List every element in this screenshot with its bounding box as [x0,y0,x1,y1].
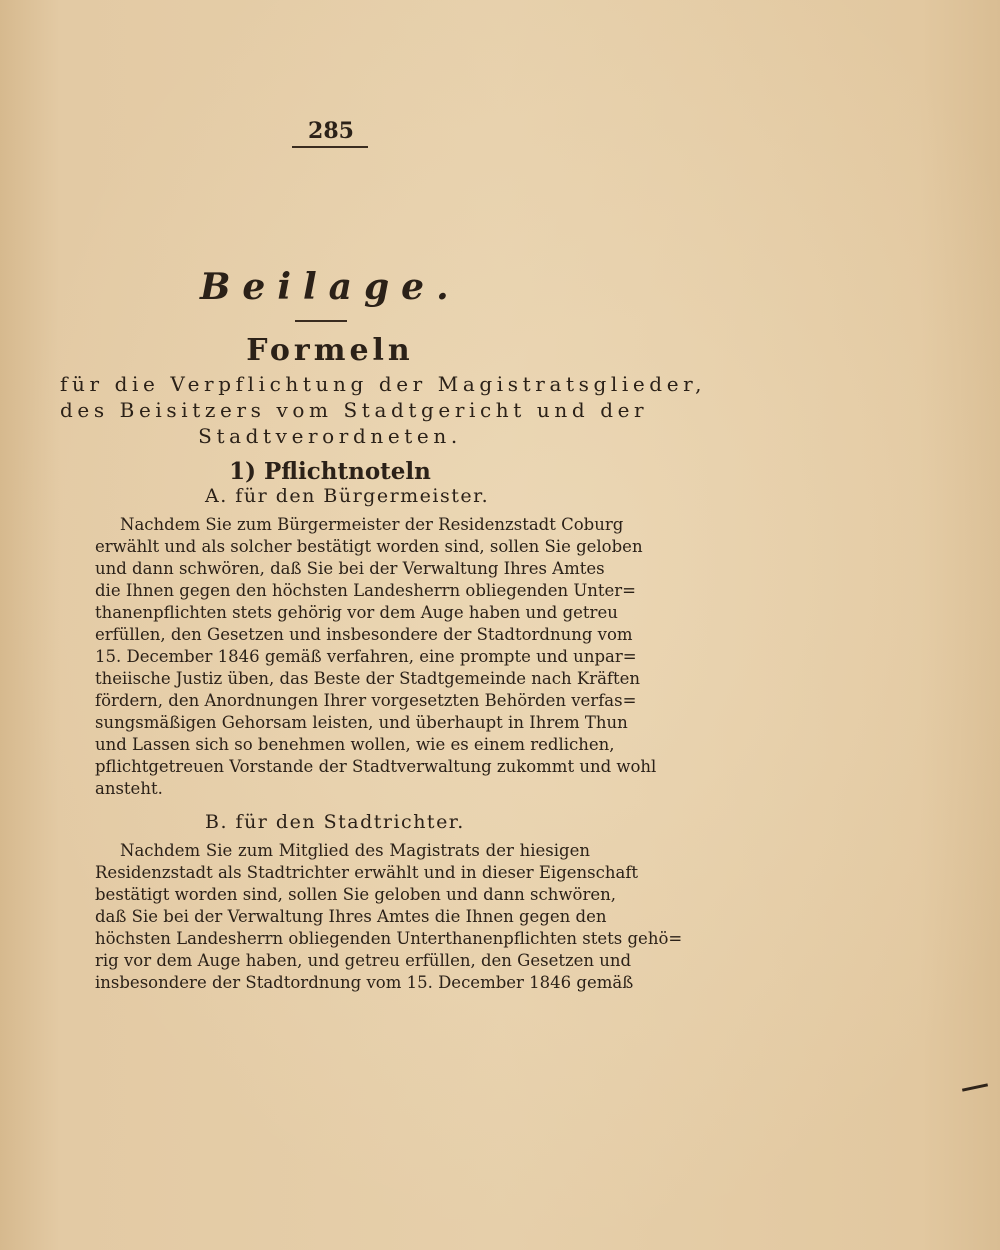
formeln-title: Formeln [246,333,414,368]
part-b-line: Nachdem Sie zum Mitglied des Magistrats der hiesigen [120,841,590,860]
part-a-line: sungsmäßigen Gehorsam leisten, und überhaupt in Ihrem Thun [95,713,628,732]
page-edge-mark [962,1083,988,1091]
subtitle-line-2: des Beisitzers vom Stadtgericht und der [60,398,649,422]
part-a-line: theiische Justiz üben, das Beste der Stadtgemeinde nach Kräften [95,669,641,688]
part-a-line: thanenpflichten stets gehörig vor dem Auge haben und getreu [95,603,618,622]
appendix-title: Beilage. [200,266,461,308]
part-a-line: erfüllen, den Gesetzen und insbesondere der Stadtordnung vom [95,625,633,644]
title-divider [295,320,347,322]
part-a-line: erwählt und als solcher bestätigt worden sind, sollen Sie geloben [95,537,643,556]
part-b-line: rig vor dem Auge haben, und getreu erfüllen, den Gesetzen und [95,951,632,970]
part-b-line: daß Sie bei der Verwaltung Ihres Amtes die Ihnen gegen den [95,907,607,926]
part-a-line: ansteht. [95,779,163,798]
part-b-line: höchsten Landesherrn obliegenden Unterthanenpflichten stets gehö= [95,929,683,948]
part-a-line: fördern, den Anordnungen Ihrer vorgesetzten Behörden verfas= [95,691,637,710]
part-a-line: Nachdem Sie zum Bürgermeister der Residenzstadt Coburg [120,515,624,534]
section-heading: 1) Pflichtnoteln [229,458,431,485]
part-a-line: und dann schwören, daß Sie bei der Verwaltung Ihres Amtes [95,559,605,578]
part-a-line: 15. December 1846 gemäß verfahren, eine prompte und unpar= [95,647,637,666]
part-b-line: insbesondere der Stadtordnung vom 15. December 1846 gemäß [95,973,634,992]
part-a-line: und Lassen sich so benehmen wollen, wie es einem redlichen, [95,735,615,754]
part-b-line: bestätigt worden sind, sollen Sie geloben und dann schwören, [95,885,616,904]
heading-part-a: A. für den Bürgermeister. [205,485,490,507]
heading-part-b: B. für den Stadtrichter. [205,811,465,833]
subtitle-line-3: Stadtverordneten. [198,424,462,448]
part-b-line: Residenzstadt als Stadtrichter erwählt und in dieser Eigenschaft [95,863,639,882]
part-a-line: pflichtgetreuen Vorstande der Stadtverwaltung zukommt und wohl [95,757,657,776]
page-number: 285 [308,118,354,144]
part-a-line: die Ihnen gegen den höchsten Landesherrn obliegenden Unter= [95,581,637,600]
page-number-rule [292,146,368,148]
subtitle-line-1: für die Verpflichtung der Magistratsglieder, [60,372,707,396]
